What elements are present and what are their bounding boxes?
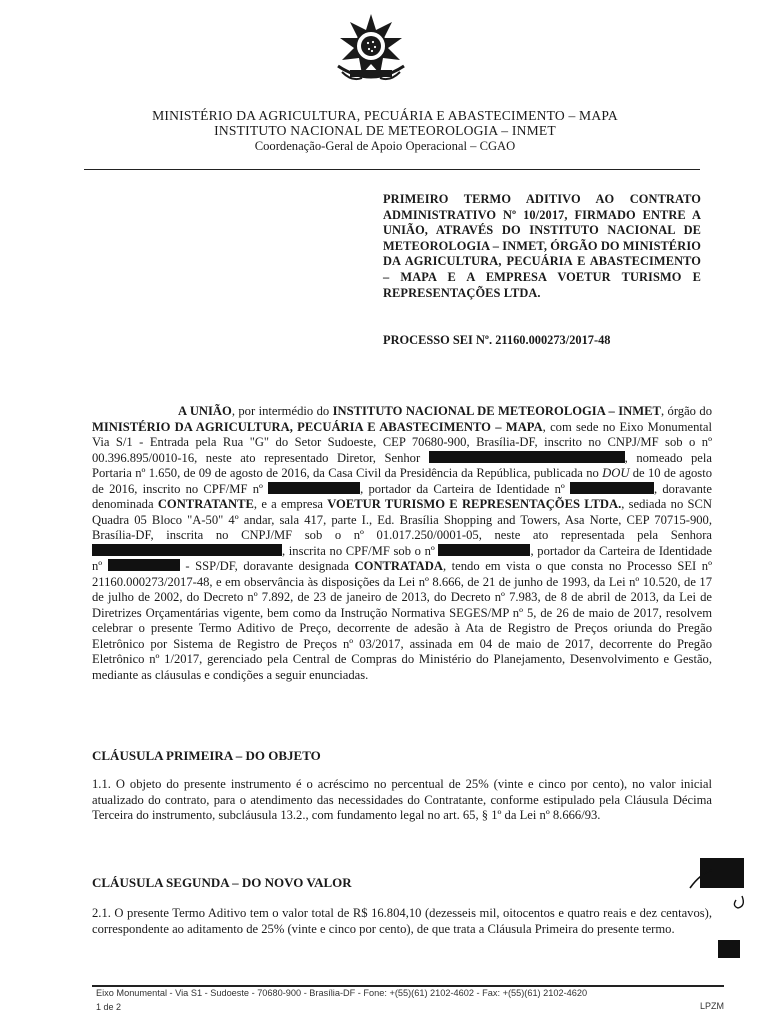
brazil-coat-of-arms-icon: [328, 12, 414, 88]
redacted-representative-name: [92, 544, 282, 556]
coordination-name: Coordenação-Geral de Apoio Operacional – CGAO: [254, 139, 516, 153]
ministry-name: MINISTÉRIO DA AGRICULTURA, PECUÁRIA E ABASTECIMENTO – MAPA: [152, 108, 618, 123]
margin-mark-redaction: [718, 940, 740, 958]
document-title: PRIMEIRO TERMO ADITIVO AO CONTRATO ADMINISTRATIVO Nº 10/2017, FIRMADO ENTRE A UNIÃO, ATRAVÉS DO INSTITUTO NACIONAL DE METEOROLOGIA – INMET, ÓRGÃO DO MINISTÉRIO DA AGRICULTURA, PECUÁRIA E ABASTECIMENTO – MAPA E A EMPRESA VOETUR TURISMO E REPRESENTAÇÕES LTDA.: [383, 192, 701, 300]
mapa-name: MINISTÉRIO DA AGRICULTURA, PECUÁRIA E ABASTECIMENTO – MAPA: [92, 419, 543, 434]
document-code: LPZM: [699, 1001, 724, 1011]
redacted-director-name: [429, 451, 625, 463]
contratante-label: CONTRATANTE: [157, 497, 254, 511]
redacted-representative-id: [108, 559, 180, 571]
clause-1-text: 1.1. O objeto do presente instrumento é o acréscimo no percentual de 25% (vinte e cinco por cento), no valor inicial atualizado do contrato, para o atendimento das necessidades do Contratante, conforme estipulado pela Cláusula Décima Terceira do instrumento, subcláusula 13.2., com fundamento legal no art. 65, § 1º da Lei nº 8.666/93.: [92, 777, 712, 822]
inmet-name: INSTITUTO NACIONAL DE METEOROLOGIA – INMET: [332, 404, 661, 418]
footer-address: Eixo Monumental - Via S1 - Sudoeste - 70680-900 - Brasília-DF - Fone: +(55)(61) 2102-4602 - Fax: +(55)(61) 2102-4620: [96, 988, 588, 998]
company-name: VOETUR TURISMO E REPRESENTAÇÕES LTDA.: [327, 497, 622, 511]
clause-2-text: 2.1. O presente Termo Aditivo tem o valor total de R$ 16.804,10 (dezesseis mil, oitocentos e quatro reais e dez centavos), correspondente ao aditamento de 25% (vinte e cinco por cento), de que trata a Cláusula Primeira do presente termo.: [92, 906, 712, 936]
institute-name: INSTITUTO NACIONAL DE METEOROLOGIA – INMET: [214, 123, 556, 138]
clause-1-heading: CLÁUSULA PRIMEIRA – DO OBJETO: [92, 748, 321, 763]
page-number: 1 de 2: [96, 1002, 122, 1012]
redacted-director-cpf: [268, 482, 360, 494]
party-uniao: A UNIÃO: [178, 404, 232, 418]
preamble-paragraph: A UNIÃO, por intermédio do INSTITUTO NACIONAL DE METEOROLOGIA – INMET, órgão do MINISTÉRIO DA AGRICULTURA, PECUÁRIA E ABASTECIMENTO – MAPA, com sede no Eixo Monumental Via S/1 - Entrada pela Rua "G" do Setor Sudoeste, CEP 70680-900, Brasília-DF, inscrito no CNPJ/MF sob o nº 00.396.895/0010-16, neste ato representado Diretor, Senhor , nomeado pela Portaria nº 1.650, de 09 de agosto de 2016, da Casa Civil da Presidência da República, publicada no DOU de 10 de agosto de 2016, inscrito no CPF/MF nº , portador da Carteira de Identidade nº , doravante denominada CONTRATANTE, e a empresa VOETUR TURISMO E REPRESENTAÇÕES LTDA., sediada no SCN Quadra 05 Bloco "A-50" 4º andar, sala 417, parte I., Ed. Brasília Shopping and Towers, Asa Norte, CEP 70715-900, Brasília-DF, inscrita no CNPJ/MF sob o nº 01.017.250/0001-05, neste ato representada pela Senhora , inscrita no CPF/MF sob o nº , portador da Carteira de Identidade nº - SSP/DF, doravante designada CONTRATADA, tendo em vista o que consta no Processo SEI nº 21160.000273/2017-48, e em observância às disposições da Lei nº 8.666, de 21 de junho de 1993, da Lei nº 10.520, de 17 de julho de 2002, do Decreto nº 7.892, de 23 de janeiro de 2013, do Decreto nº 7.983, de 8 de abril de 2013, da Lei de Diretrizes Orçamentárias vigente, bem como da Instrução Normativa SEGES/MP nº 5, de 26 de maio de 2017, resolvem celebrar o presente Termo Aditivo de Preço, decorrente de adesão à Ata de Registro de Preços oriunda do Pregão Eletrônico por Sistema de Registro de Preços nº 03/2017, assinada em 04 de maio de 2017, decorrente do Pregão Eletrônico nº 1/2017, gerenciado pela Central de Compras do Ministério do Planejamento, Desenvolvimento e Gestão, mediante as cláusulas e condições a seguir enunciadas.: [92, 404, 713, 682]
redacted-representative-cpf: [438, 544, 530, 556]
header-divider: [84, 169, 700, 170]
footer-divider: [92, 985, 724, 987]
contratada-label: CONTRATADA: [354, 559, 443, 573]
initials-pen-mark-icon: [688, 862, 748, 912]
process-number: PROCESSO SEI Nº. 21160.000273/2017-48: [383, 333, 611, 347]
clause-2-heading: CLÁUSULA SEGUNDA – DO NOVO VALOR: [92, 875, 352, 890]
redacted-director-id: [570, 482, 654, 494]
